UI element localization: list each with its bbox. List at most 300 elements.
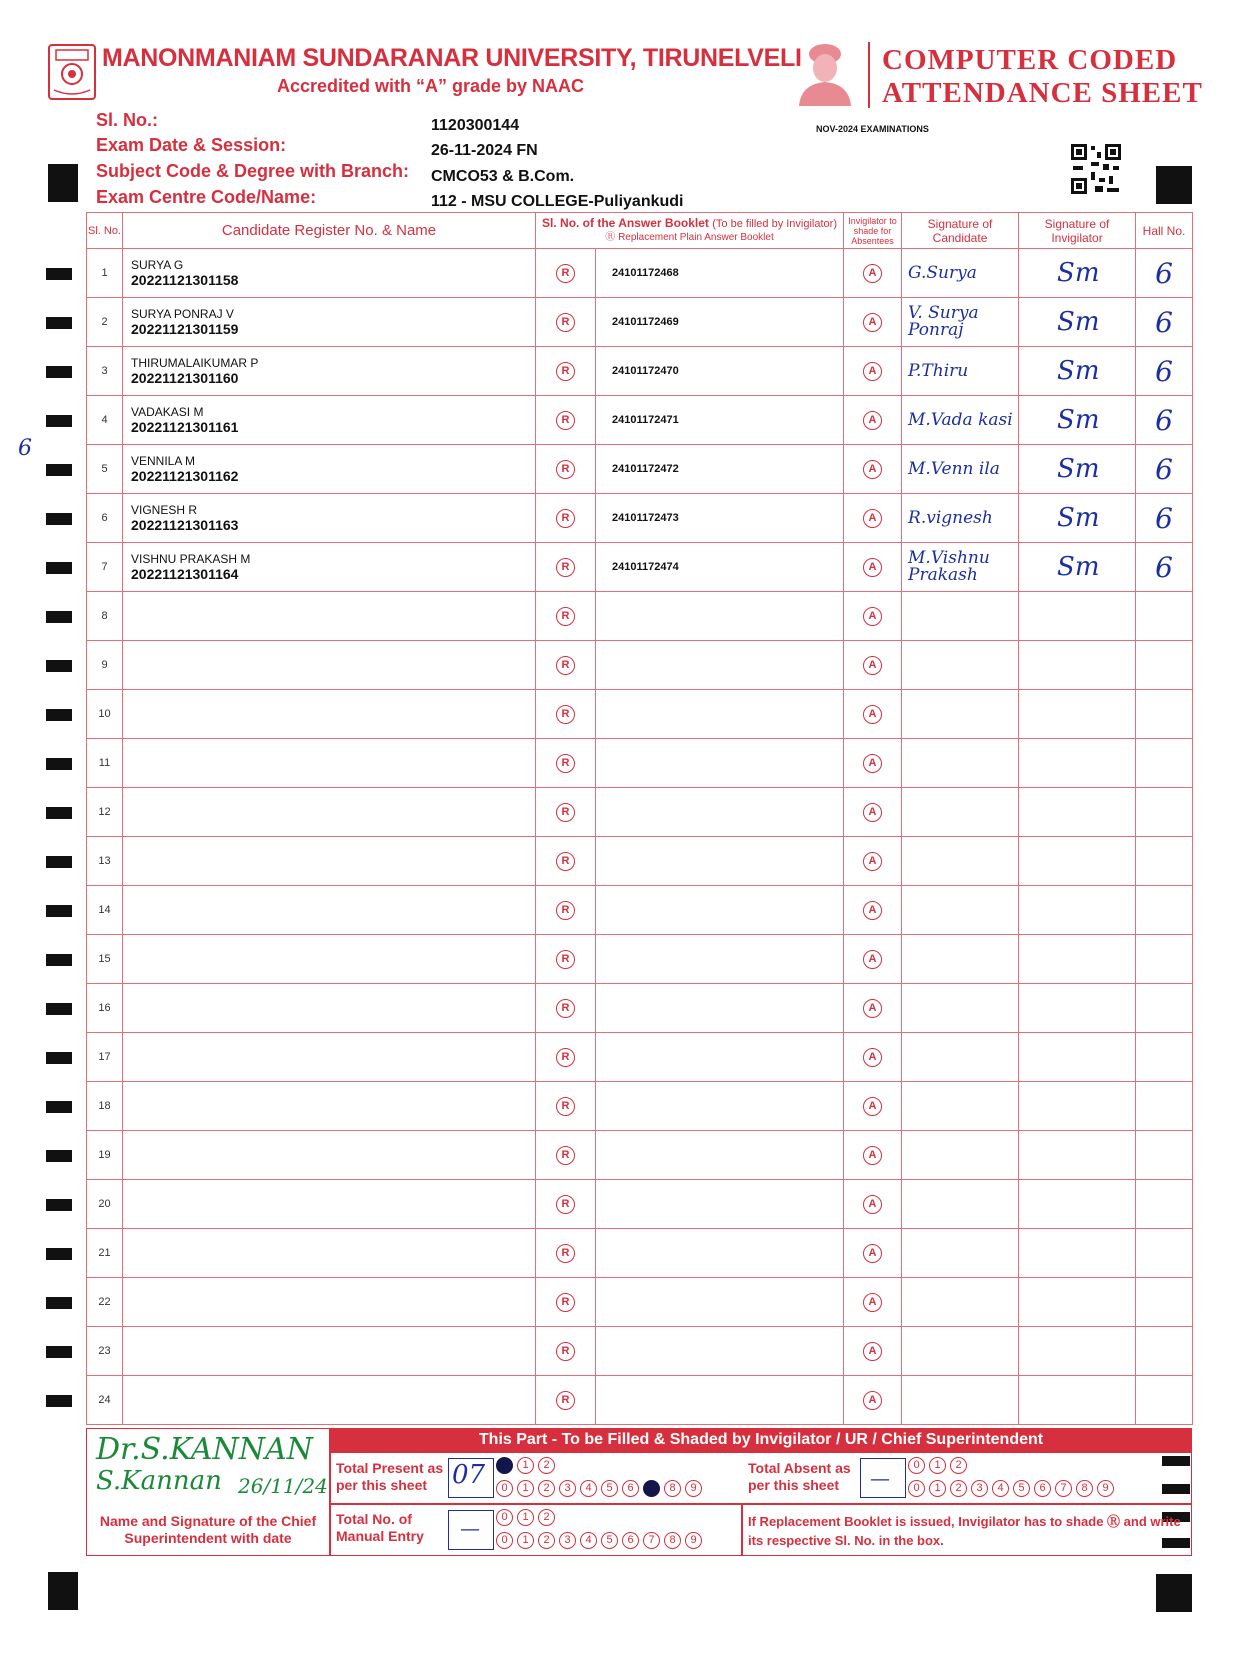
replacement-bubble[interactable]: R bbox=[556, 999, 575, 1018]
table-row bbox=[87, 1327, 1193, 1376]
absent-cell bbox=[844, 984, 902, 1033]
digit-bubble[interactable]: 2 bbox=[538, 1457, 555, 1474]
margin-note: 6 bbox=[18, 436, 32, 461]
register-number: 20221121301164 bbox=[131, 566, 239, 582]
founder-portrait bbox=[793, 40, 857, 106]
table-row bbox=[87, 641, 1193, 690]
digit-bubble[interactable]: 0 bbox=[908, 1457, 925, 1474]
candidate-signature bbox=[902, 641, 1019, 690]
exam-date-value: 26-11-2024 FN bbox=[431, 142, 538, 159]
candidate-name: VADAKASI M bbox=[131, 405, 204, 419]
row-sl: 1 bbox=[87, 249, 123, 298]
replacement-bubble[interactable]: R bbox=[556, 901, 575, 920]
candidate-signature: G.Surya bbox=[902, 249, 1019, 298]
timing-mark bbox=[46, 856, 72, 868]
candidate-signature bbox=[902, 1033, 1019, 1082]
booklet-number bbox=[596, 1033, 844, 1082]
attendance-table bbox=[86, 212, 1193, 1425]
replacement-bubble[interactable]: R bbox=[556, 1048, 575, 1067]
booklet-number bbox=[596, 837, 844, 886]
absent-bubble[interactable]: A bbox=[863, 950, 882, 969]
col-booklet-header bbox=[536, 213, 844, 249]
row-sl: 24 bbox=[87, 1376, 123, 1425]
candidate-signature: R.vignesh bbox=[902, 494, 1019, 543]
absent-cell bbox=[844, 592, 902, 641]
candidate-cell bbox=[123, 249, 536, 298]
digit-bubble[interactable]: 1 bbox=[517, 1509, 534, 1526]
qr-code-icon bbox=[1071, 144, 1121, 194]
replacement-cell bbox=[536, 1278, 596, 1327]
replacement-bubble[interactable]: R bbox=[556, 1146, 575, 1165]
invigilator-signature bbox=[1019, 788, 1136, 837]
absent-cell bbox=[844, 396, 902, 445]
total-absent-label: Total Absent as per this sheet bbox=[748, 1460, 851, 1493]
row-sl: 9 bbox=[87, 641, 123, 690]
booklet-header-note: (To be filled by Invigilator) bbox=[712, 218, 837, 230]
hall-number: 6 bbox=[1136, 249, 1193, 298]
replacement-cell bbox=[536, 494, 596, 543]
accreditation: Accredited with “A” grade by NAAC bbox=[277, 76, 585, 96]
digit-bubble[interactable]: 4 bbox=[580, 1480, 597, 1497]
candidate-cell bbox=[123, 494, 536, 543]
absent-bubble[interactable]: A bbox=[863, 411, 882, 430]
absent-bubble[interactable]: A bbox=[863, 754, 882, 773]
replacement-bubble[interactable]: R bbox=[556, 509, 575, 528]
digit-bubble[interactable]: 1 bbox=[517, 1480, 534, 1497]
candidate-signature: M.Venn ila bbox=[902, 445, 1019, 494]
row-sl: 4 bbox=[87, 396, 123, 445]
hall-number: 6 bbox=[1136, 347, 1193, 396]
table-row bbox=[87, 935, 1193, 984]
invigilator-signature: Sm bbox=[1019, 445, 1136, 494]
timing-mark bbox=[46, 317, 72, 329]
hall-number bbox=[1136, 1131, 1193, 1180]
absent-bubble[interactable]: A bbox=[863, 1097, 882, 1116]
absent-cell bbox=[844, 494, 902, 543]
candidate-cell bbox=[123, 1278, 536, 1327]
absent-cell bbox=[844, 1327, 902, 1376]
absent-bubble[interactable]: A bbox=[863, 901, 882, 920]
replacement-cell bbox=[536, 396, 596, 445]
digit-bubble[interactable]: 3 bbox=[971, 1480, 988, 1497]
replacement-header-symbol: Ⓡ bbox=[605, 232, 616, 243]
hall-number bbox=[1136, 1327, 1193, 1376]
candidate-cell bbox=[123, 1180, 536, 1229]
candidate-name: VIGNESH R bbox=[131, 503, 198, 517]
absent-bubble[interactable]: A bbox=[863, 1195, 882, 1214]
replacement-bubble[interactable]: R bbox=[556, 754, 575, 773]
table-row bbox=[87, 298, 1193, 347]
candidate-signature bbox=[902, 1180, 1019, 1229]
row-sl: 8 bbox=[87, 592, 123, 641]
absent-bubble[interactable]: A bbox=[863, 1391, 882, 1410]
hall-number bbox=[1136, 592, 1193, 641]
digit-bubble[interactable]: 3 bbox=[559, 1532, 576, 1549]
candidate-signature: M.Vada kasi bbox=[902, 396, 1019, 445]
invigilator-signature: Sm bbox=[1019, 543, 1136, 592]
replacement-note: If Replacement Booklet is issued, Invigilator has to shade Ⓡ and write its respective Sl. No. in the box. bbox=[748, 1514, 1181, 1548]
candidate-signature bbox=[902, 1229, 1019, 1278]
total-present-units-bubbles bbox=[496, 1480, 702, 1497]
invigilator-signature bbox=[1019, 984, 1136, 1033]
invigilator-signature bbox=[1019, 837, 1136, 886]
row-sl: 18 bbox=[87, 1082, 123, 1131]
absent-cell bbox=[844, 1229, 902, 1278]
candidate-cell bbox=[123, 396, 536, 445]
cs-name-signature: Dr.S.KANNAN bbox=[96, 1432, 313, 1467]
booklet-number bbox=[596, 1376, 844, 1425]
digit-bubble[interactable]: 5 bbox=[601, 1532, 618, 1549]
absent-bubble[interactable]: A bbox=[863, 999, 882, 1018]
register-number: 20221121301160 bbox=[131, 370, 239, 386]
digit-bubble[interactable]: 6 bbox=[1034, 1480, 1051, 1497]
absent-cell bbox=[844, 1033, 902, 1082]
table-row bbox=[87, 1082, 1193, 1131]
col-name-header: Candidate Register No. & Name bbox=[123, 213, 536, 249]
replacement-cell bbox=[536, 298, 596, 347]
candidate-signature bbox=[902, 592, 1019, 641]
replacement-bubble[interactable]: R bbox=[556, 411, 575, 430]
table-row bbox=[87, 347, 1193, 396]
replacement-bubble[interactable]: R bbox=[556, 1195, 575, 1214]
absent-bubble[interactable]: A bbox=[863, 509, 882, 528]
manual-entry-label: Total No. of Manual Entry bbox=[336, 1511, 424, 1544]
replacement-cell bbox=[536, 1131, 596, 1180]
replacement-bubble[interactable]: R bbox=[556, 558, 575, 577]
booklet-number bbox=[596, 984, 844, 1033]
invigilator-signature bbox=[1019, 886, 1136, 935]
digit-bubble[interactable]: 0 bbox=[496, 1457, 513, 1474]
digit-bubble[interactable]: 0 bbox=[496, 1480, 513, 1497]
table-row bbox=[87, 739, 1193, 788]
absent-bubble[interactable]: A bbox=[863, 460, 882, 479]
digit-bubble[interactable]: 4 bbox=[580, 1532, 597, 1549]
digit-bubble[interactable]: 5 bbox=[1013, 1480, 1030, 1497]
total-present-label: Total Present as per this sheet bbox=[336, 1460, 444, 1493]
timing-mark bbox=[46, 1150, 72, 1162]
absent-cell bbox=[844, 837, 902, 886]
timing-mark bbox=[46, 660, 72, 672]
total-present-written: 07 bbox=[452, 1460, 486, 1490]
booklet-number bbox=[596, 739, 844, 788]
candidate-signature bbox=[902, 984, 1019, 1033]
replacement-cell bbox=[536, 1033, 596, 1082]
digit-bubble[interactable]: 8 bbox=[1076, 1480, 1093, 1497]
absent-bubble[interactable]: A bbox=[863, 1342, 882, 1361]
digit-bubble[interactable]: 1 bbox=[929, 1480, 946, 1497]
booklet-number bbox=[596, 935, 844, 984]
total-absent-units-bubbles bbox=[908, 1480, 1114, 1497]
row-sl: 6 bbox=[87, 494, 123, 543]
candidate-name: THIRUMALAIKUMAR P bbox=[131, 356, 259, 370]
replacement-cell bbox=[536, 984, 596, 1033]
absent-cell bbox=[844, 298, 902, 347]
replacement-bubble[interactable]: R bbox=[556, 1391, 575, 1410]
replacement-bubble[interactable]: R bbox=[556, 1244, 575, 1263]
timing-mark bbox=[46, 1248, 72, 1260]
table-row bbox=[87, 886, 1193, 935]
absent-cell bbox=[844, 445, 902, 494]
corner-mark bbox=[48, 1572, 78, 1610]
digit-bubble[interactable]: 5 bbox=[601, 1480, 618, 1497]
digit-bubble[interactable]: 6 bbox=[622, 1532, 639, 1549]
sl-no-label: Sl. No.: bbox=[96, 110, 158, 130]
table-header-row bbox=[87, 213, 1193, 249]
cs-date: 26/11/24 bbox=[238, 1474, 328, 1498]
replacement-bubble[interactable]: R bbox=[556, 705, 575, 724]
candidate-name: VISHNU PRAKASH M bbox=[131, 552, 251, 566]
row-sl: 10 bbox=[87, 690, 123, 739]
digit-bubble[interactable]: 6 bbox=[622, 1480, 639, 1497]
replacement-bubble[interactable]: R bbox=[556, 950, 575, 969]
invigilator-signature: Sm bbox=[1019, 494, 1136, 543]
absent-bubble[interactable]: A bbox=[863, 803, 882, 822]
candidate-signature bbox=[902, 837, 1019, 886]
centre-value: 112 - MSU COLLEGE-Puliyankudi bbox=[431, 193, 684, 210]
hall-number bbox=[1136, 1033, 1193, 1082]
hall-number bbox=[1136, 1278, 1193, 1327]
hall-number bbox=[1136, 1229, 1193, 1278]
absent-bubble[interactable]: A bbox=[863, 1244, 882, 1263]
replacement-bubble[interactable]: R bbox=[556, 803, 575, 822]
table-row bbox=[87, 1278, 1193, 1327]
candidate-signature: M.Vishnu Prakash bbox=[902, 543, 1019, 592]
candidate-cell bbox=[123, 739, 536, 788]
timing-mark bbox=[46, 1199, 72, 1211]
exam-tag: NOV-2024 EXAMINATIONS bbox=[816, 124, 929, 134]
manual-entry-written: — bbox=[460, 1516, 480, 1540]
absent-bubble[interactable]: A bbox=[863, 656, 882, 675]
candidate-signature bbox=[902, 886, 1019, 935]
booklet-number bbox=[596, 886, 844, 935]
replacement-cell bbox=[536, 641, 596, 690]
digit-bubble[interactable]: 2 bbox=[538, 1509, 555, 1526]
row-sl: 16 bbox=[87, 984, 123, 1033]
timing-mark bbox=[46, 1346, 72, 1358]
university-emblem-icon bbox=[50, 46, 94, 98]
booklet-number: 24101172472 bbox=[596, 445, 844, 494]
hall-number: 6 bbox=[1136, 494, 1193, 543]
replacement-bubble[interactable]: R bbox=[556, 460, 575, 479]
candidate-cell bbox=[123, 298, 536, 347]
candidate-cell bbox=[123, 1033, 536, 1082]
digit-bubble[interactable]: 9 bbox=[1097, 1480, 1114, 1497]
digit-bubble[interactable]: 2 bbox=[950, 1457, 967, 1474]
register-number: 20221121301158 bbox=[131, 272, 239, 288]
absent-bubble[interactable]: A bbox=[863, 705, 882, 724]
total-absent-tens-bubbles bbox=[908, 1457, 967, 1474]
candidate-cell bbox=[123, 592, 536, 641]
hall-number bbox=[1136, 837, 1193, 886]
invigilator-signature bbox=[1019, 592, 1136, 641]
hall-number bbox=[1136, 1082, 1193, 1131]
invigilator-signature: Sm bbox=[1019, 249, 1136, 298]
absent-bubble[interactable]: A bbox=[863, 607, 882, 626]
col-absent-header: Invigilator to shade for Absentees bbox=[844, 213, 902, 249]
digit-bubble[interactable]: 1 bbox=[929, 1457, 946, 1474]
digit-bubble[interactable]: 8 bbox=[664, 1532, 681, 1549]
digit-bubble[interactable]: 9 bbox=[685, 1532, 702, 1549]
candidate-cell bbox=[123, 641, 536, 690]
timing-mark bbox=[46, 1395, 72, 1407]
row-sl: 15 bbox=[87, 935, 123, 984]
table-row bbox=[87, 592, 1193, 641]
timing-mark bbox=[46, 1052, 72, 1064]
candidate-name: VENNILA M bbox=[131, 454, 196, 468]
replacement-bubble[interactable]: R bbox=[556, 656, 575, 675]
absent-bubble[interactable]: A bbox=[863, 1048, 882, 1067]
digit-bubble[interactable]: 2 bbox=[950, 1480, 967, 1497]
timing-mark bbox=[46, 905, 72, 917]
booklet-header-title: Sl. No. of the Answer Booklet bbox=[542, 216, 709, 230]
absent-bubble[interactable]: A bbox=[863, 313, 882, 332]
cs-signature: S.Kannan bbox=[96, 1466, 222, 1496]
table-row bbox=[87, 445, 1193, 494]
digit-bubble[interactable]: 3 bbox=[559, 1480, 576, 1497]
hall-number bbox=[1136, 984, 1193, 1033]
row-sl: 2 bbox=[87, 298, 123, 347]
hall-number bbox=[1136, 1180, 1193, 1229]
absent-bubble[interactable]: A bbox=[863, 264, 882, 283]
timing-mark bbox=[46, 807, 72, 819]
row-sl: 3 bbox=[87, 347, 123, 396]
replacement-cell bbox=[536, 690, 596, 739]
absent-bubble[interactable]: A bbox=[863, 1293, 882, 1312]
digit-bubble[interactable]: 7 bbox=[643, 1480, 660, 1497]
digit-bubble[interactable]: 0 bbox=[496, 1532, 513, 1549]
digit-bubble[interactable]: 0 bbox=[908, 1480, 925, 1497]
centre-label: Exam Centre Code/Name: bbox=[96, 187, 317, 207]
table-row bbox=[87, 249, 1193, 298]
absent-bubble[interactable]: A bbox=[863, 362, 882, 381]
hall-number bbox=[1136, 641, 1193, 690]
replacement-bubble[interactable]: R bbox=[556, 264, 575, 283]
digit-bubble[interactable]: 7 bbox=[643, 1532, 660, 1549]
digit-bubble[interactable]: 1 bbox=[517, 1457, 534, 1474]
hall-number bbox=[1136, 935, 1193, 984]
qr-code bbox=[1071, 144, 1121, 194]
replacement-bubble[interactable]: R bbox=[556, 313, 575, 332]
hall-number bbox=[1136, 690, 1193, 739]
booklet-number bbox=[596, 641, 844, 690]
digit-bubble[interactable]: 8 bbox=[664, 1480, 681, 1497]
replacement-cell bbox=[536, 1180, 596, 1229]
row-sl: 5 bbox=[87, 445, 123, 494]
row-sl: 19 bbox=[87, 1131, 123, 1180]
replacement-cell bbox=[536, 788, 596, 837]
register-number: 20221121301163 bbox=[131, 517, 239, 533]
candidate-signature bbox=[902, 739, 1019, 788]
absent-cell bbox=[844, 347, 902, 396]
register-number: 20221121301159 bbox=[131, 321, 239, 337]
replacement-bubble[interactable]: R bbox=[556, 607, 575, 626]
timing-mark bbox=[46, 954, 72, 966]
replacement-cell bbox=[536, 1376, 596, 1425]
replacement-bubble[interactable]: R bbox=[556, 1097, 575, 1116]
digit-bubble[interactable]: 7 bbox=[1055, 1480, 1072, 1497]
replacement-bubble[interactable]: R bbox=[556, 362, 575, 381]
sheet-title bbox=[882, 44, 1203, 110]
candidate-cell bbox=[123, 690, 536, 739]
candidate-name: SURYA PONRAJ V bbox=[131, 307, 234, 321]
absent-bubble[interactable]: A bbox=[863, 852, 882, 871]
table-row bbox=[87, 1131, 1193, 1180]
invigilator-signature bbox=[1019, 1278, 1136, 1327]
timing-mark bbox=[46, 1101, 72, 1113]
booklet-number: 24101172473 bbox=[596, 494, 844, 543]
invigilator-signature bbox=[1019, 1131, 1136, 1180]
replacement-bubble[interactable]: R bbox=[556, 1342, 575, 1361]
digit-bubble[interactable]: 9 bbox=[685, 1480, 702, 1497]
portrait-icon bbox=[793, 40, 857, 106]
absent-cell bbox=[844, 690, 902, 739]
replacement-cell bbox=[536, 886, 596, 935]
candidate-cell bbox=[123, 1229, 536, 1278]
absent-bubble[interactable]: A bbox=[863, 558, 882, 577]
absent-bubble[interactable]: A bbox=[863, 1146, 882, 1165]
row-sl: 23 bbox=[87, 1327, 123, 1376]
table-row bbox=[87, 1180, 1193, 1229]
replacement-bubble[interactable]: R bbox=[556, 1293, 575, 1312]
candidate-signature bbox=[902, 935, 1019, 984]
candidate-cell bbox=[123, 886, 536, 935]
sheet-title-line1: COMPUTER CODED bbox=[882, 44, 1178, 76]
absent-cell bbox=[844, 1131, 902, 1180]
replacement-cell bbox=[536, 739, 596, 788]
invigilator-signature bbox=[1019, 935, 1136, 984]
replacement-cell bbox=[536, 837, 596, 886]
manual-entry-units-bubbles bbox=[496, 1532, 702, 1549]
hall-number bbox=[1136, 886, 1193, 935]
replacement-cell bbox=[536, 1229, 596, 1278]
booklet-number bbox=[596, 1082, 844, 1131]
replacement-bubble[interactable]: R bbox=[556, 852, 575, 871]
replacement-header: Replacement Plain Answer Booklet bbox=[618, 232, 774, 243]
cs-label: Name and Signature of the Chief Superintendent with date bbox=[99, 1513, 317, 1546]
subject-label: Subject Code & Degree with Branch: bbox=[96, 161, 410, 181]
candidate-signature bbox=[902, 1082, 1019, 1131]
timing-mark bbox=[46, 1297, 72, 1309]
absent-cell bbox=[844, 543, 902, 592]
digit-bubble[interactable]: 1 bbox=[517, 1532, 534, 1549]
absent-cell bbox=[844, 1376, 902, 1425]
absent-cell bbox=[844, 935, 902, 984]
table-row bbox=[87, 494, 1193, 543]
invigilator-signature bbox=[1019, 1033, 1136, 1082]
table-row bbox=[87, 690, 1193, 739]
digit-bubble[interactable]: 0 bbox=[496, 1509, 513, 1526]
candidate-cell bbox=[123, 788, 536, 837]
invigilator-signature bbox=[1019, 1229, 1136, 1278]
timing-mark bbox=[46, 415, 72, 427]
hall-number: 6 bbox=[1136, 445, 1193, 494]
digit-bubble[interactable]: 2 bbox=[538, 1480, 555, 1497]
timing-mark bbox=[46, 611, 72, 623]
timing-mark bbox=[46, 366, 72, 378]
candidate-cell bbox=[123, 347, 536, 396]
invigilator-signature: Sm bbox=[1019, 347, 1136, 396]
replacement-cell bbox=[536, 445, 596, 494]
booklet-number bbox=[596, 1180, 844, 1229]
absent-cell bbox=[844, 886, 902, 935]
replacement-cell bbox=[536, 249, 596, 298]
replacement-cell bbox=[536, 1082, 596, 1131]
candidate-signature bbox=[902, 690, 1019, 739]
digit-bubble[interactable]: 4 bbox=[992, 1480, 1009, 1497]
digit-bubble[interactable]: 2 bbox=[538, 1532, 555, 1549]
table-row bbox=[87, 1033, 1193, 1082]
table-row bbox=[87, 543, 1193, 592]
